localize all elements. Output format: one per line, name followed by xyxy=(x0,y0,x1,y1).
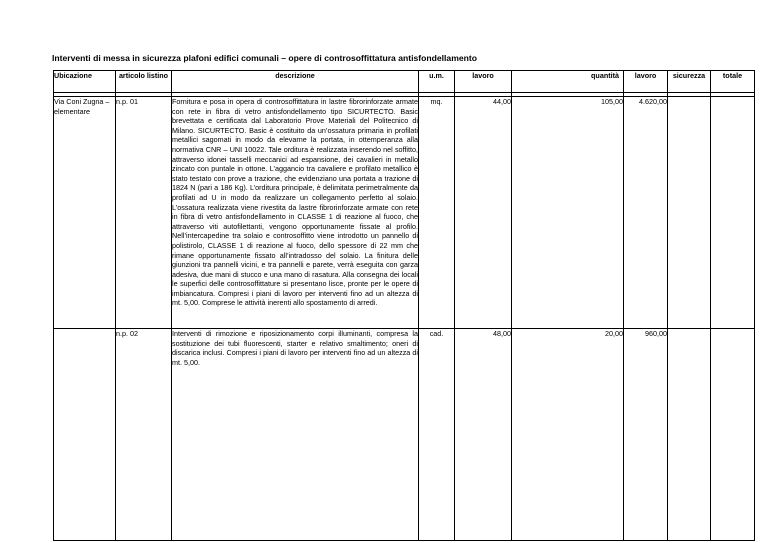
header-ubicazione: Ubicazione xyxy=(54,71,116,93)
header-um: u.m. xyxy=(419,71,455,93)
cell-um: cad. xyxy=(419,329,455,541)
cell-lavoro-importo: 960,00 xyxy=(624,329,668,541)
header-sicurezza: sicurezza xyxy=(668,71,711,93)
cell-articolo: n.p. 01 xyxy=(116,97,172,329)
header-totale: totale xyxy=(711,71,755,93)
cell-lavoro: 44,00 xyxy=(455,97,512,329)
cell-um: mq. xyxy=(419,97,455,329)
cell-totale xyxy=(711,329,755,541)
document-title: Interventi di messa in sicurezza plafoni edifici comunali – opere di controsoffittatura antisfondellamento xyxy=(52,53,477,63)
header-lavoro: lavoro xyxy=(455,71,512,93)
cell-quantita: 20,00 xyxy=(512,329,624,541)
cell-lavoro: 48,00 xyxy=(455,329,512,541)
header-quantita: quantità xyxy=(512,71,624,93)
cell-ubicazione: Via Coni Zugna – elementare xyxy=(54,97,116,329)
cell-ubicazione xyxy=(54,329,116,541)
cell-sicurezza xyxy=(668,329,711,541)
table-row xyxy=(54,97,755,329)
cell-quantita: 105,00 xyxy=(512,97,624,329)
cell-lavoro-importo: 4.620,00 xyxy=(624,97,668,329)
header-articolo-listino: articolo listino xyxy=(116,71,172,93)
table-row xyxy=(54,329,755,541)
cell-totale xyxy=(711,97,755,329)
cell-descrizione: Interventi di rimozione e riposizionamento corpi illuminanti, compresa la sostituzione dei tubi fluorescenti, starter e relativo smaltimento; oneri di discarica inclusi. Compresi i piani di lavoro per interventi fino ad un altezza di mt. 5,00. xyxy=(172,329,419,541)
header-descrizione: descrizione xyxy=(172,71,419,93)
table-header-row xyxy=(54,71,755,93)
cell-sicurezza xyxy=(668,97,711,329)
header-lavoro-importo: lavoro xyxy=(624,71,668,93)
cell-articolo: n.p. 02 xyxy=(116,329,172,541)
works-table xyxy=(53,70,755,541)
cell-descrizione: Fornitura e posa in opera di controsoffittatura in lastre fibrorinforzate armate con rete in fibra di vetro antisfondellamento tipo SICURTECTO. Basic brevettata e certificata dal Laboratorio Prove Materiali del Politecnico di Milano. SICURTECTO. Basic è costituito da un’ossatura primaria in profilati metallici sagomati in modo da elevarne la portata, in ottemperanza alla normativa CNR – UNI 10022. Tale orditura è realizzata inserendo nel soffitto, attraverso idonei tasselli meccanici ad espansione, dei cavalieri in metallo zincato con puntale in ottone. L’aggancio tra cavaliere e profilato metallico è stato testato con prove a trazione, che evidenziano una portata a trazione di 1824 N (pari a 186 Kg). L’orditura principale, è delimitata perimetralmente da profilati ad U in modo da realizzare un collegamento perfetto al solaio. L’ossatura realizzata viene rivestita da lastre fibrorinforzate armate con rete in fibra di vetro antisfondellamento in CLASSE 1 di reazione al fuoco, che attraverso viti autofilettanti, vengono opportunamente fissate al profilo. Nell’intercapedine tra solaio e controsoffitto viene introdotto un pannello di polistirolo, CLASSE 1 di reazione al fuoco, dello spessore di 22 mm che rimane opportunamente fissato all’intradosso del solaio. La finitura delle giunzioni tra pannelli vicini, e tra pannelli e parete, verrà eseguita con garza adesiva, due mani di stucco e una mano di rasatura. Alla consegna dei locali le superfici delle controsoffittature si presentano lisce, pronte per le opere di imbiancatura. Compresi i piani di lavoro per interventi fino ad un altezza di mt. 5,00. Comprese le attività inerenti allo spostamento di arredi. xyxy=(172,97,419,329)
